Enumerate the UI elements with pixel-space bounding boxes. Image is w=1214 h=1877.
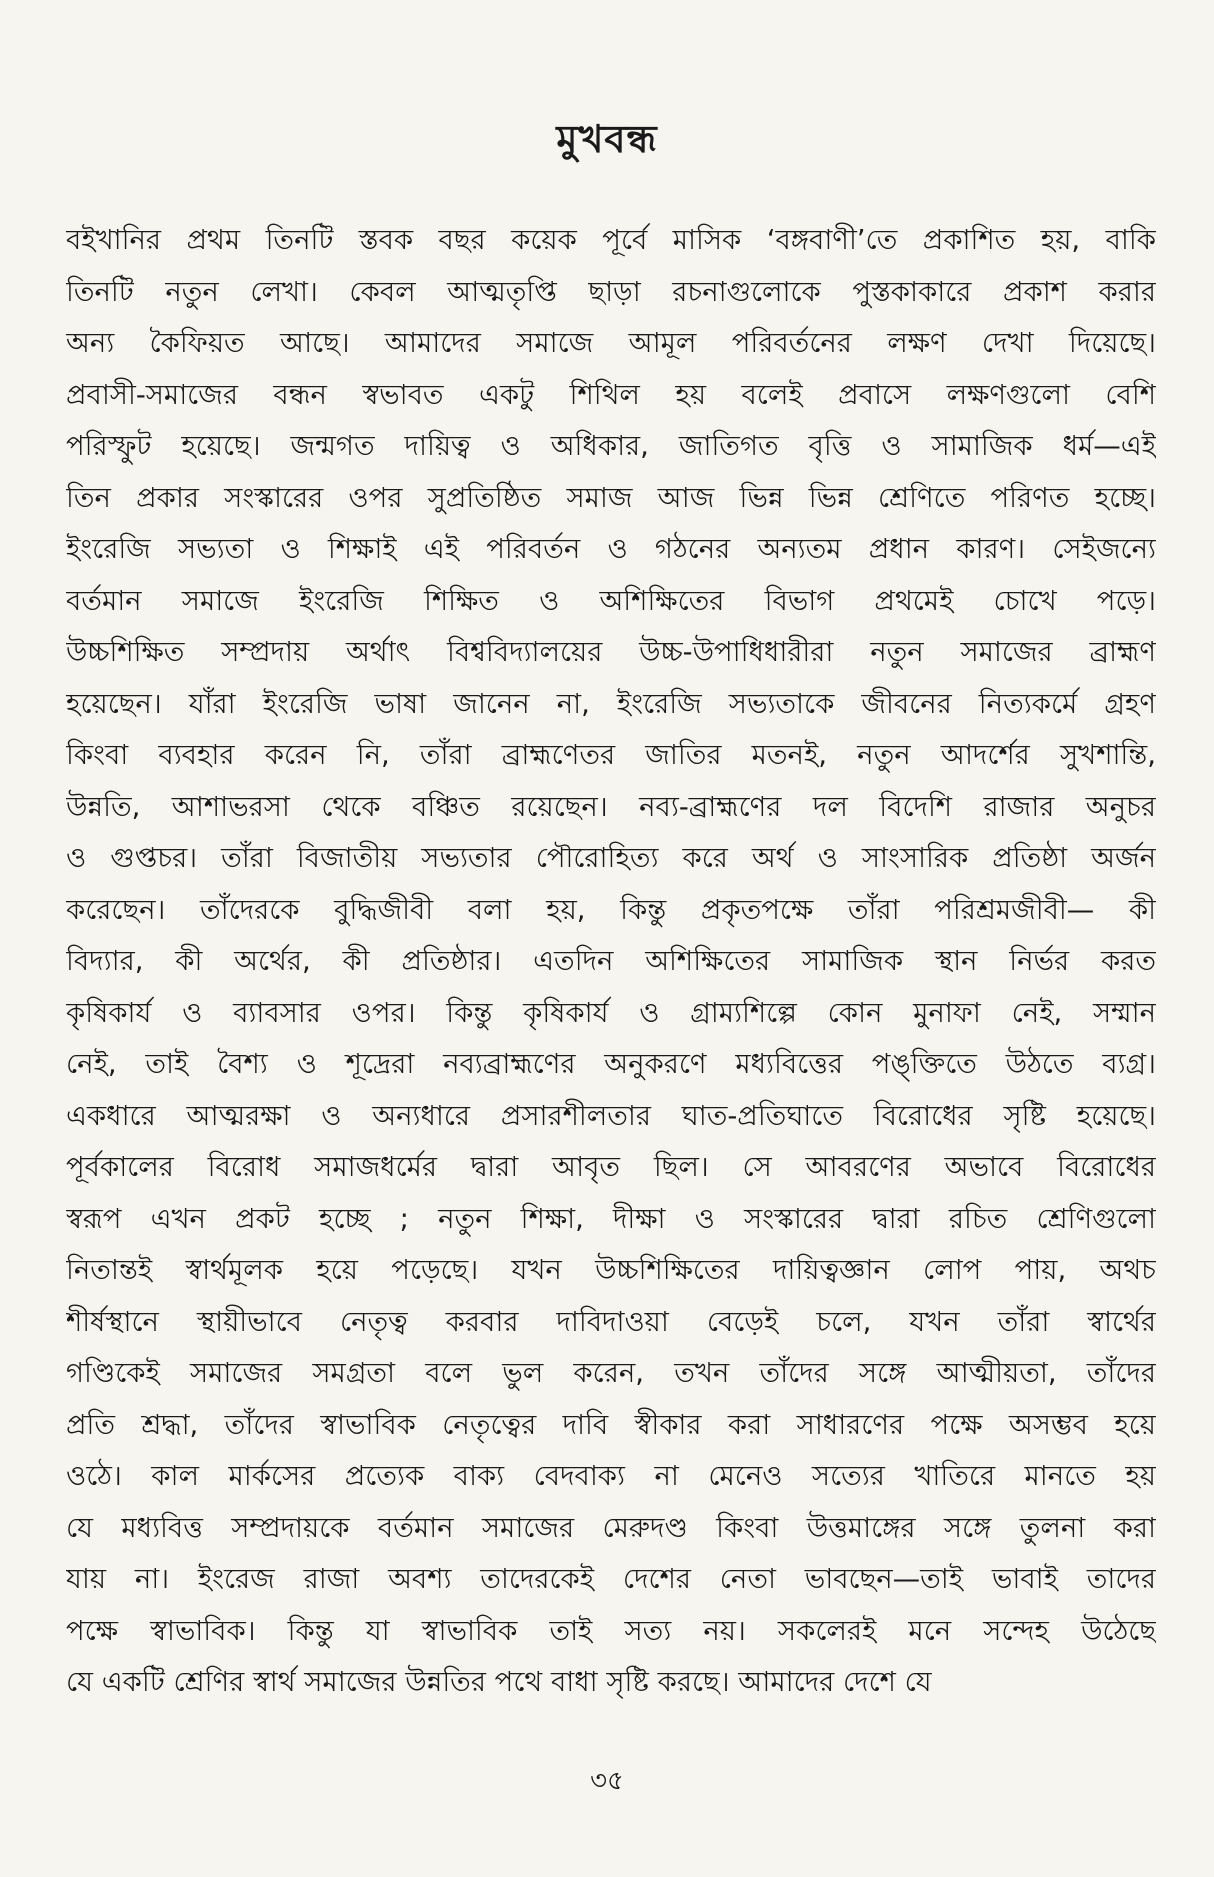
page-title: মুখবন্ধ <box>556 117 658 161</box>
text-line-26: যে মধ্যবিত্ত সম্প্রদায়কে বর্তমান সমাজের মেরুদণ্ড কিংবা উত্তমাঙ্গের সঙ্গে তুলনা করা <box>66 1511 1156 1544</box>
text-line-12: উন্নতি, আশাভরসা থেকে বঞ্চিত রয়েছেন। নব্য-ব্রাহ্মণের দল বিদেশি রাজার অনুচর <box>66 790 1156 823</box>
text-line-14: করেছেন। তাঁদেরকে বুদ্ধিজীবী বলা হয়, কিন্তু প্রকৃতপক্ষে তাঁরা পরিশ্রমজীবী— কী <box>66 893 1156 926</box>
text-line-2: তিনটি নতুন লেখা। কেবল আত্মতৃপ্তি ছাড়া রচনাগুলোকে পুস্তকাকারে প্রকাশ করার <box>66 275 1156 308</box>
text-line-19: পূর্বকালের বিরোধ সমাজধর্মের দ্বারা আবৃত ছিল। সে আবরণের অভাবে বিরোধের <box>66 1151 1156 1183</box>
text-line-11: কিংবা ব্যবহার করেন নি, তাঁরা ব্রাহ্মণেতর জাতির মতনই, নতুন আদর্শের সুখশান্তি, <box>66 739 1156 771</box>
text-line-28: পক্ষে স্বাভাবিক। কিন্তু যা স্বাভাবিক তাই সত্য নয়। সকলেরই মনে সন্দেহ উঠেছে <box>66 1614 1156 1647</box>
text-line-24: প্রতি শ্রদ্ধা, তাঁদের স্বাভাবিক নেতৃত্বের দাবি স্বীকার করা সাধারণের পক্ষে অসম্ভব হয়ে <box>66 1408 1156 1441</box>
text-line-17: নেই, তাই বৈশ্য ও শূদ্রেরা নব্যব্রাহ্মণের অনুকরণে মধ্যবিত্তের পঙ্‌ক্তিতে উঠতে ব্যগ্র। <box>66 1048 1156 1080</box>
text-line-10: হয়েছেন। যাঁরা ইংরেজি ভাষা জানেন না, ইংরেজি সভ্যতাকে জীবনের নিত্যকর্মে গ্রহণ <box>66 687 1156 720</box>
page-number: ৩৫ <box>590 1766 624 1796</box>
text-line-6: তিন প্রকার সংস্কারের ওপর সুপ্রতিষ্ঠিত সমাজ আজ ভিন্ন ভিন্ন শ্রেণিতে পরিণত হচ্ছে। <box>66 481 1156 514</box>
text-line-9: উচ্চশিক্ষিত সম্প্রদায় অর্থাৎ বিশ্ববিদ্যালয়ের উচ্চ-উপাধিধারীরা নতুন সমাজের ব্রাহ্মণ <box>66 636 1156 668</box>
text-line-23: গণ্ডিকেই সমাজের সমগ্রতা বলে ভুল করেন, তখন তাঁদের সঙ্গে আত্মীয়তা, তাঁদের <box>66 1357 1156 1389</box>
text-line-4: প্রবাসী-সমাজের বন্ধন স্বভাবত একটু শিথিল হয় বলেই প্রবাসে লক্ষণগুলো বেশি <box>66 378 1156 411</box>
text-line-20: স্বরূপ এখন প্রকট হচ্ছে ; নতুন শিক্ষা, দীক্ষা ও সংস্কারের দ্বারা রচিত শ্রেণিগুলো <box>66 1202 1156 1235</box>
text-line-22: শীর্ষস্থানে স্থায়ীভাবে নেতৃত্ব করবার দাবিদাওয়া বেড়েই চলে, যখন তাঁরা স্বার্থের <box>66 1305 1156 1338</box>
text-line-15: বিদ্যার, কী অর্থের, কী প্রতিষ্ঠার। এতদিন অশিক্ষিতের সামাজিক স্থান নির্ভর করত <box>66 945 1156 977</box>
text-line-3: অন্য কৈফিয়ত আছে। আমাদের সমাজে আমূল পরিবর্তনের লক্ষণ দেখা দিয়েছে। <box>66 327 1156 359</box>
text-line-27: যায় না। ইংরেজ রাজা অবশ্য তাদেরকেই দেশের নেতা ভাবছেন—তাই ভাবাই তাদের <box>66 1563 1156 1595</box>
text-line-13: ও গুপ্তচর। তাঁরা বিজাতীয় সভ্যতার পৌরোহিত্য করে অর্থ ও সাংসারিক প্রতিষ্ঠা অর্জন <box>66 842 1156 874</box>
text-line-1: বইখানির প্রথম তিনটি স্তবক বছর কয়েক পূর্বে মাসিক ‘বঙ্গবাণী’তে প্রকাশিত হয়, বাকি <box>66 224 1156 256</box>
text-line-21: নিতান্তই স্বার্থমূলক হয়ে পড়েছে। যখন উচ্চশিক্ষিতের দায়িত্বজ্ঞান লোপ পায়, অথচ <box>66 1254 1156 1286</box>
text-line-25: ওঠে। কাল মার্কসের প্রত্যেক বাক্য বেদবাক্য না মেনেও সত্যের খাতিরে মানতে হয় <box>66 1460 1156 1492</box>
text-line-16: কৃষিকার্য ও ব্যাবসার ওপর। কিন্তু কৃষিকার্য ও গ্রাম্যশিল্পে কোন মুনাফা নেই, সম্মান <box>66 996 1156 1029</box>
text-line-18: একধারে আত্মরক্ষা ও অন্যধারে প্রসারশীলতার ঘাত-প্রতিঘাতে বিরোধের সৃষ্টি হয়েছে। <box>66 1099 1156 1132</box>
text-line-29: যে একটি শ্রেণির স্বার্থ সমাজের উন্নতির পথে বাধা সৃষ্টি করছে। আমাদের দেশে যে <box>66 1666 932 1698</box>
text-line-5: পরিস্ফুট হয়েছে। জন্মগত দায়িত্ব ও অধিকার, জাতিগত বৃত্তি ও সামাজিক ধর্ম—এই <box>66 430 1156 462</box>
text-line-8: বর্তমান সমাজে ইংরেজি শিক্ষিত ও অশিক্ষিতের বিভাগ প্রথমেই চোখে পড়ে। <box>66 584 1156 617</box>
body-text <box>66 215 1156 1709</box>
text-line-7: ইংরেজি সভ্যতা ও শিক্ষাই এই পরিবর্তন ও গঠনের অন্যতম প্রধান কারণ। সেইজন্যে <box>66 533 1156 565</box>
